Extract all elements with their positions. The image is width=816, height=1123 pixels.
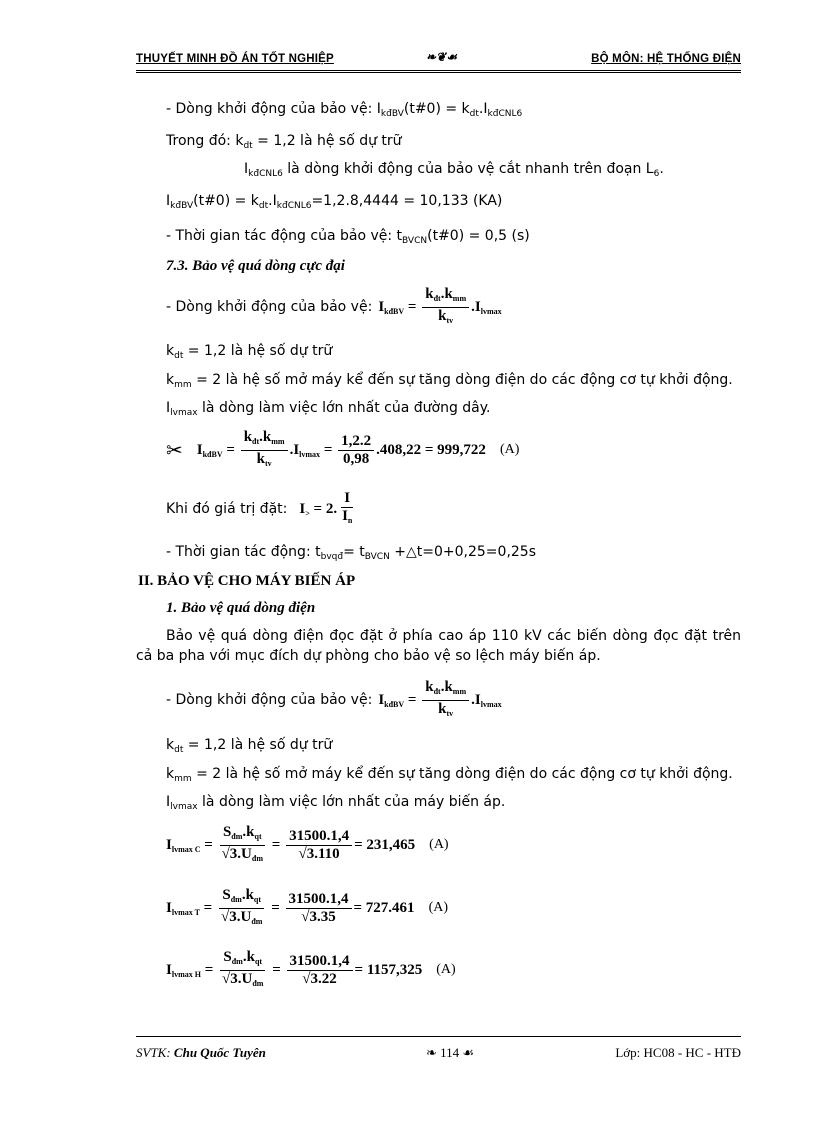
sub: mm <box>174 380 192 390</box>
formula-startup-current-1 <box>166 285 502 329</box>
footer-author-name: Chu Quốc Tuyên <box>173 1045 266 1060</box>
num: 31500.1,4 <box>286 891 352 909</box>
section-heading-7-3: 7.3. Bảo vệ quá dòng cực đại <box>166 258 345 274</box>
text: I <box>166 193 171 209</box>
footer-author <box>136 1045 266 1061</box>
formula-setting <box>166 487 357 531</box>
line-kdt-2 <box>166 736 332 759</box>
fraction: $\frac{k_{đt}.k_{mm}}{k_{tv}}$ <box>422 679 469 722</box>
header-right: BỘ MÔN: HỆ THỐNG ĐIỆN <box>591 53 741 65</box>
result: = 727.461 <box>353 899 415 916</box>
text: là dòng làm việc lớn nhất của máy biến áp. <box>197 794 506 810</box>
line-ilvmax-1 <box>166 399 490 422</box>
line-reserve-coef <box>166 132 402 155</box>
sub: dt <box>258 201 269 211</box>
formula: $I_{kđBV}$ = $\frac{k_{đt}.k_{mm}}{k_{tv}}$ $.I_{lvmax}$ <box>378 286 501 329</box>
text: - Thời gian tác động: t <box>166 544 321 560</box>
fraction <box>286 891 352 926</box>
den: 0,98 <box>343 450 370 467</box>
sub: BVCN <box>402 236 428 246</box>
footer-page-number: ❧ 114 ☙ <box>426 1045 475 1060</box>
den: √3.35 <box>301 908 336 925</box>
text: . <box>659 161 664 177</box>
header-left: THUYẾT MINH ĐỒ ÁN TỐT NGHIỆP <box>136 53 334 65</box>
sub: dt <box>243 141 253 151</box>
sub: mm <box>174 774 192 784</box>
fraction <box>287 953 353 988</box>
sub: 6 <box>653 169 660 179</box>
text: là dòng khởi động của bảo vệ cắt nhanh trên đoạn L <box>282 161 654 177</box>
sub: kđCNL6 <box>487 109 523 119</box>
page-header <box>136 50 741 73</box>
fraction: $\frac{S_{đm}.k_{qt}}{√3.U_{đm}}$ <box>222 948 264 988</box>
text: = 1,2 là hệ số dự trữ <box>183 737 333 753</box>
section-heading-ii: II. BẢO VỆ CHO MÁY BIẾN ÁP <box>138 573 356 589</box>
text: .I <box>268 193 277 209</box>
formula-ilvmax-c <box>166 822 449 868</box>
formula: $I_{lvmax T}$ = $\frac{S_{đm}.k_{qt}}{√3.U_{đm}}$ = $\frac{31500.1,4}{√3.35}$ = 727.461 <box>166 887 415 930</box>
num: 31500.1,4 <box>286 828 352 846</box>
sub: dt <box>469 109 479 119</box>
unit: (A) <box>429 837 449 852</box>
text: I <box>166 794 171 810</box>
text: - Dòng khởi động của bảo vệ: I <box>166 101 381 117</box>
section-heading-1: 1. Bảo vệ quá dòng điện <box>166 600 316 616</box>
text: k <box>166 343 175 359</box>
text: k <box>166 372 175 388</box>
line-startup-value <box>166 192 502 215</box>
text: .I <box>478 101 488 117</box>
text: - Dòng khởi động của bảo vệ: <box>166 299 373 315</box>
num: 1,2.2 <box>338 433 374 451</box>
sub: kđBV <box>170 201 194 211</box>
num: 31500.1,4 <box>287 953 353 971</box>
den: √3.22 <box>302 970 337 987</box>
line-ilvmax-2 <box>166 793 505 816</box>
text: Khi đó giá trị đặt: <box>166 501 288 517</box>
sub: lvmax <box>170 408 198 418</box>
formula: $I_{lvmax C}$ = $\frac{S_{đm}.k_{qt}}{√3.U_{đm}}$ = $\frac{31500.1,4}{√3.110}$ = 231,465 <box>166 824 415 867</box>
text: Trong đó: k <box>166 133 244 149</box>
formula: $I_{kđBV}$ = $\frac{k_{đt}.k_{mm}}{k_{tv}}$ $.I_{lvmax}$ = $\frac{1,2.2}{0,98}$ .408,22 = 999,722 <box>197 429 486 472</box>
sub: bvqđ <box>320 552 344 562</box>
line-operate-time-2 <box>166 543 536 566</box>
formula-ilvmax-h <box>166 947 456 993</box>
line-cutoff-current <box>244 160 664 183</box>
formula-calc-1 <box>166 428 519 472</box>
text: = t <box>343 544 365 560</box>
line-kmm-1 <box>166 371 733 394</box>
sub: dt <box>174 745 184 755</box>
fraction: $\frac{k_{đt}.k_{mm}}{k_{tv}}$ <box>422 286 469 329</box>
line-kmm-2 <box>166 765 733 788</box>
footer-author-label: SVTK: <box>136 1045 174 1060</box>
den: √3.110 <box>298 845 340 862</box>
formula-startup-current-2 <box>166 678 502 722</box>
text: = 1,2 là hệ số dự trữ <box>183 343 333 359</box>
formula: $I_> = 2$. $\frac{I}{I_n}$ <box>299 490 357 529</box>
sub: BVCN <box>364 552 390 562</box>
text: I <box>166 400 171 416</box>
fraction <box>286 828 352 863</box>
line-startup-current <box>166 100 522 123</box>
formula-ilvmax-t <box>166 885 448 931</box>
sub: kđBV <box>380 109 404 119</box>
fraction: $\frac{k_{đt}.k_{mm}}{k_{tv}}$ <box>241 429 288 472</box>
fraction: $\frac{S_{đm}.k_{qt}}{√3.U_{đm}}$ <box>220 886 263 926</box>
text: I <box>244 161 249 177</box>
fraction: $\frac{S_{đm}.k_{qt}}{√3.U_{đm}}$ <box>221 823 264 863</box>
sub: lvmax <box>170 802 198 812</box>
text: = 2 là hệ số mở máy kể đến sự tăng dòng điện do các động cơ tự khởi động. <box>191 372 733 388</box>
text: - Dòng khởi động của bảo vệ: <box>166 692 373 708</box>
line-kdt-1 <box>166 342 332 365</box>
sub: kđCNL6 <box>276 201 312 211</box>
result: .408,22 = 999,722 <box>376 441 486 458</box>
sub: dt <box>174 351 184 361</box>
footer-class: Lớp: HC08 - HC - HTĐ <box>615 1045 741 1060</box>
page-footer <box>136 1036 741 1065</box>
text: - Thời gian tác động của bảo vệ: t <box>166 228 403 244</box>
text: = 1,2 là hệ số dự trữ <box>252 133 402 149</box>
unit: (A) <box>499 442 520 457</box>
unit: (A) <box>436 962 456 977</box>
text: là dòng làm việc lớn nhất của đường dây. <box>197 400 491 416</box>
sub: kđCNL6 <box>248 169 283 179</box>
fraction: $\frac{I}{I_n}$ <box>342 489 353 525</box>
text: (t#0) = 0,5 (s) <box>427 228 530 244</box>
formula: $I_{lvmax H}$ = $\frac{S_{đm}.k_{qt}}{√3.U_{đm}}$ = $\frac{31500.1,4}{√3.22}$ = 1157,325 <box>166 949 422 992</box>
text: (t#0) = k <box>193 193 259 209</box>
result: = 231,465 <box>354 836 416 853</box>
text: +△t=0+0,25=0,25s <box>389 544 537 560</box>
line-operate-time <box>166 227 530 250</box>
unit: (A) <box>428 900 448 915</box>
text: =1,2.8,4444 = 10,133 (KA) <box>311 193 503 209</box>
text: k <box>166 737 175 753</box>
scissors-icon: ✂ <box>166 438 183 462</box>
paragraph-intro: Bảo vệ quá dòng điện đọc đặt ở phía cao áp 110 kV các biến dòng đọc đặt trên cả ba pha với mục đích dự phòng cho bảo vệ so lệch máy biến áp. <box>136 628 741 664</box>
fraction <box>338 433 374 468</box>
header-ornament: ❧❦☙ <box>426 50 457 64</box>
text: k <box>166 766 175 782</box>
formula: $I_{kđBV}$ = $\frac{k_{đt}.k_{mm}}{k_{tv}}$ $.I_{lvmax}$ <box>378 679 501 722</box>
result: = 1157,325 <box>354 961 423 978</box>
text: = 2 là hệ số mở máy kể đến sự tăng dòng điện do các động cơ tự khởi động. <box>191 766 733 782</box>
text: (t#0) = k <box>403 101 470 117</box>
